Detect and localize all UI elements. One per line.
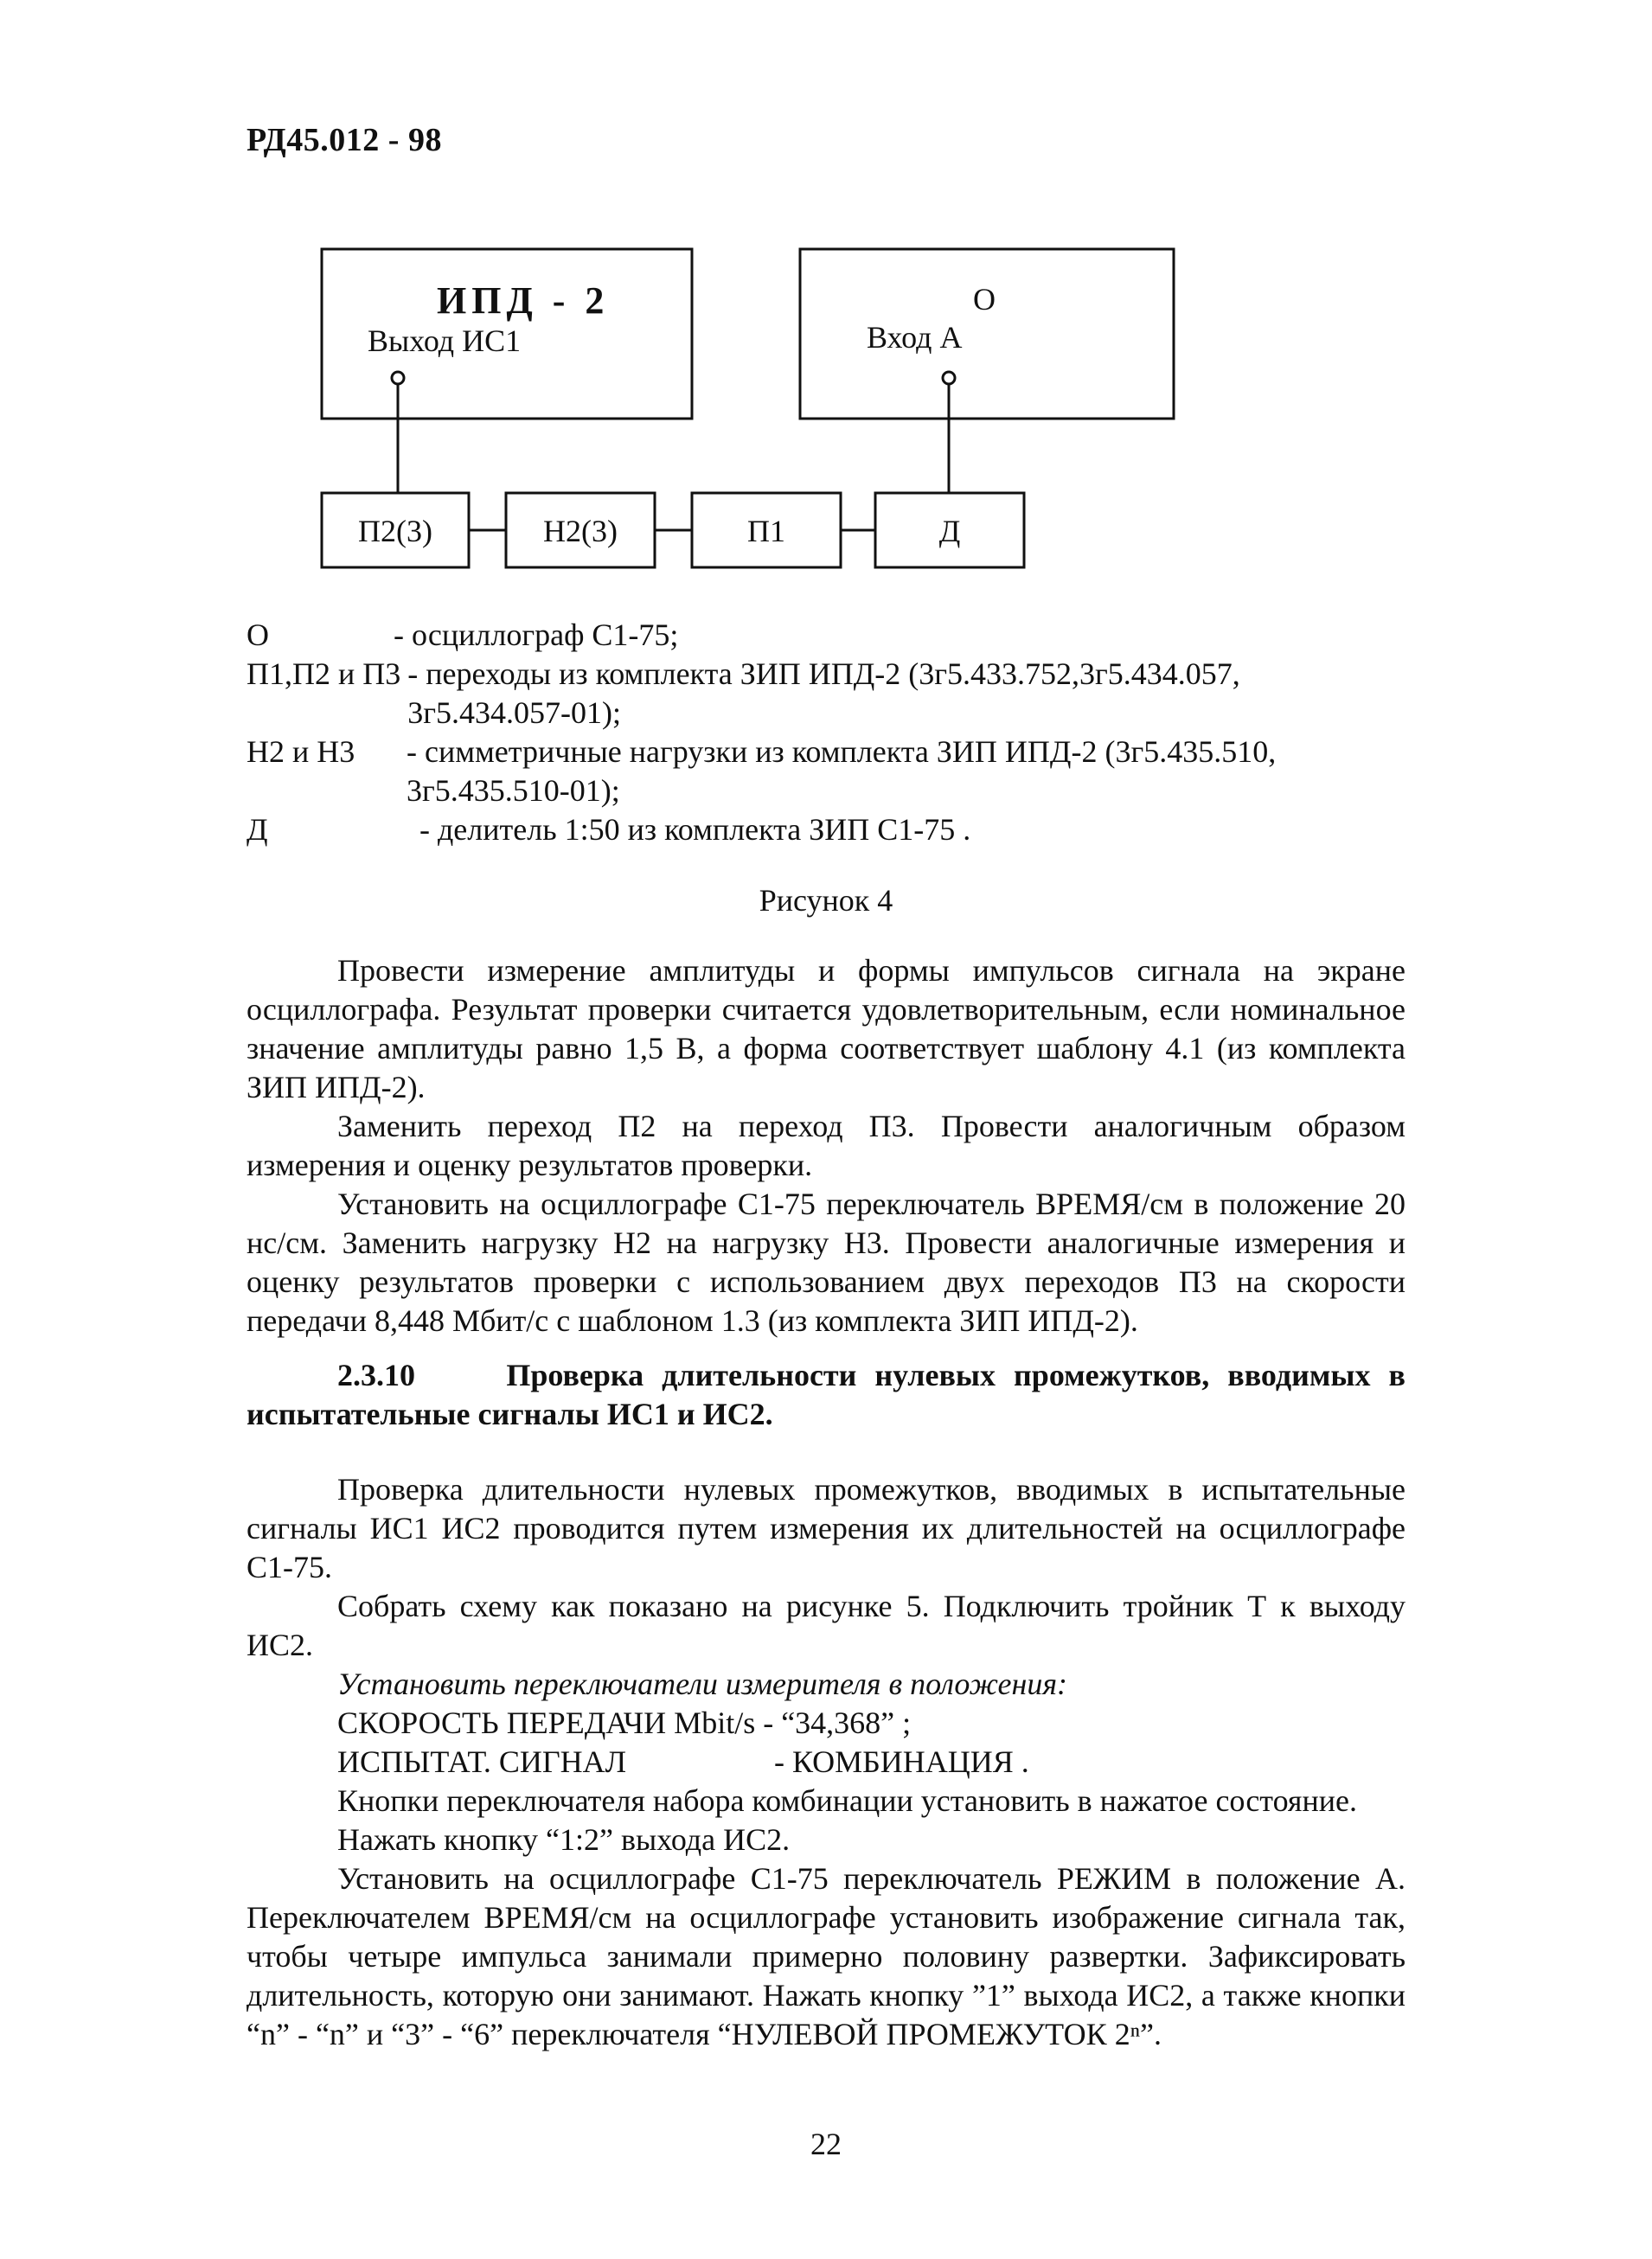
- legend-row: [247, 616, 1397, 655]
- setting-value: - “34,368” ;: [763, 1705, 912, 1740]
- paragraph: Провести измерение амплитуды и формы импульсов сигнала на экране осциллографа. Результат проверки считается удовлетворительным, если номинальное значение амплитуды равно 1,5 В, а форма соответствует шаблону 4.1 (из комплекта ЗИП ИПД-2).: [247, 953, 1405, 1104]
- body-section-2: [247, 1470, 1405, 2054]
- settings-title: Установить переключатели измерителя в положения:: [337, 1667, 1068, 1701]
- legend-key: Д: [247, 812, 268, 847]
- setting-value: - КОМБИНАЦИЯ .: [774, 1744, 1029, 1779]
- device-ipd-title: ИПД - 2: [437, 279, 610, 322]
- setting-row: [247, 1704, 1405, 1743]
- paragraph: Заменить переход П2 на переход П3. Провести аналогичным образом измерения и оценку результатов проверки.: [247, 1109, 1405, 1182]
- page-number: 22: [810, 2127, 842, 2161]
- legend-desc: - делитель 1:50 из комплекта ЗИП С1-75 .: [419, 812, 971, 847]
- paragraph: Кнопки переключателя набора комбинации установить в нажатое состояние.: [337, 1783, 1357, 1818]
- setting-label: СКОРОСТЬ ПЕРЕДАЧИ Mbit/s: [337, 1705, 756, 1740]
- figure-4-diagram: [0, 0, 1652, 605]
- chain-label-n2: Н2(3): [543, 514, 618, 548]
- paragraph: Нажать кнопку “1:2” выхода ИС2.: [337, 1822, 791, 1857]
- figure-caption: Рисунок 4: [759, 883, 893, 918]
- paragraph: Собрать схему как показано на рисунке 5. Подключить тройник Т к выходу ИС2.: [247, 1589, 1405, 1662]
- paragraph: Проверка длительности нулевых промежутков, вводимых в испытательные сигналы ИС1 ИС2 проводится путем измерения их длительностей на осциллографе С1-75.: [247, 1472, 1405, 1584]
- paragraph: Установить на осциллографе С1-75 переключатель РЕЖИМ в положение А. Переключателем ВРЕМЯ/см на осциллографе установить изображение сигнала так, чтобы четыре импульса занимали примерно половину развертки. Зафиксировать длительность, которую они занимают. Нажать кнопку ”1” выхода ИС2, а также кнопки “n” - “n” и “3” - “6” переключателя “НУЛЕВОЙ ПРОМЕЖУТОК 2ⁿ”.: [247, 1861, 1405, 2051]
- paragraph: Установить на осциллографе С1-75 переключатель ВРЕМЯ/см в положение 20 нс/см. Заменить нагрузку Н2 на нагрузку Н3. Провести аналогичные измерения и оценку результатов проверки с использованием двух переходов П3 на скорости передачи 8,448 Мбит/с с шаблоном 1.3 (из комплекта ЗИП ИПД-2).: [247, 1187, 1405, 1338]
- setting-row: [247, 1743, 1405, 1782]
- section-number: 2.3.10: [337, 1358, 415, 1392]
- section-heading: [247, 1356, 1405, 1434]
- setting-label: ИСПЫТАТ. СИГНАЛ: [337, 1744, 627, 1779]
- device-ipd-port: Выход ИС1: [368, 323, 522, 358]
- legend-row: [247, 733, 1397, 810]
- chain-label-d: Д: [938, 514, 961, 548]
- body-section-1: [247, 951, 1405, 1341]
- legend-desc: - переходы из комплекта ЗИП ИПД-2 (3г5.433.752,3г5.434.057, 3г5.434.057-01);: [407, 656, 1240, 730]
- legend-desc: - симметричные нагрузки из комплекта ЗИП ИПД-2 (3г5.435.510, 3г5.435.510-01);: [407, 734, 1277, 808]
- legend-key: П1,П2 и П3: [247, 656, 401, 691]
- legend-row: [247, 655, 1397, 733]
- chain-label-p2: П2(3): [358, 514, 432, 548]
- section-title: Проверка длительности нулевых промежутков, вводимых в испытательные сигналы ИС1 и ИС2.: [247, 1358, 1405, 1431]
- chain-label-p1: П1: [747, 514, 785, 548]
- figure-legend: [247, 616, 1397, 849]
- legend-desc: - осциллограф С1-75;: [394, 618, 679, 652]
- legend-key: Н2 и Н3: [247, 734, 355, 769]
- legend-row: [247, 810, 1397, 849]
- document-code: РД45.012 - 98: [247, 122, 442, 158]
- device-oscillograph-box: [800, 249, 1174, 419]
- device-oscillograph-title: О: [973, 282, 996, 317]
- legend-key: О: [247, 618, 269, 652]
- device-oscillograph-port: Вход А: [867, 320, 963, 355]
